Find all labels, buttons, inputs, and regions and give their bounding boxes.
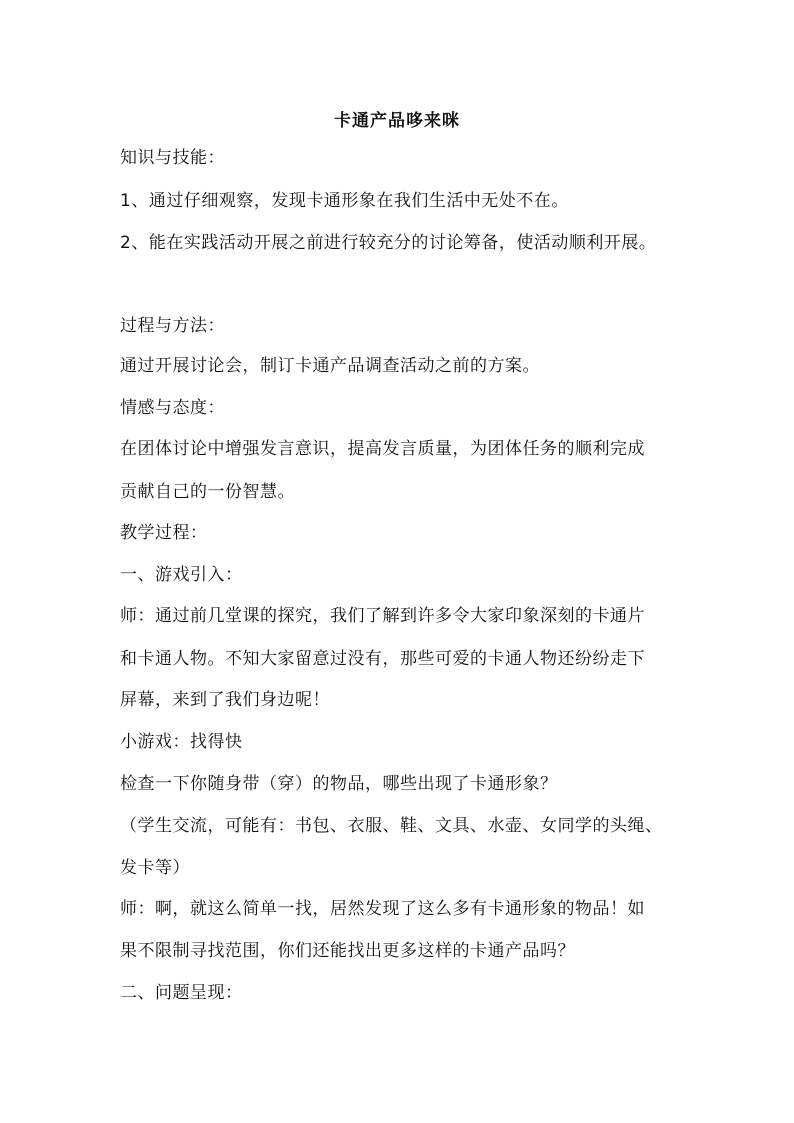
document-title: 卡通产品哆来咪 (334, 111, 460, 131)
section-heading-problem: 二、问题呈现： (120, 983, 243, 1003)
paragraph-line: 和卡通人物。不知大家留意过没有，那些可爱的卡通人物还纷纷走下 (120, 649, 645, 669)
paragraph-line: 贡献自己的一份智慧。 (120, 482, 295, 502)
paragraph-line: 在团体讨论中增强发言意识，提高发言质量，为团体任务的顺利完成 (120, 439, 645, 459)
paragraph-line: 发卡等） (120, 858, 190, 878)
paragraph-line: 检查一下你随身带（穿）的物品，哪些出现了卡通形象？ (120, 774, 558, 794)
section-heading-teaching-process: 教学过程： (120, 523, 208, 543)
section-heading-emotion: 情感与态度： (120, 398, 225, 418)
paragraph-line: 师：啊，就这么简单一找，居然发现了这么多有卡通形象的物品！如 (120, 899, 645, 919)
paragraph-line: 1、通过仔细观察，发现卡通形象在我们生活中无处不在。 (120, 191, 569, 211)
paragraph-line: 2、能在实践活动开展之前进行较充分的讨论筹备，使活动顺利开展。 (120, 233, 657, 253)
paragraph-line: （学生交流，可能有：书包、衣服、鞋、文具、水壶、女同学的头绳、 (120, 816, 663, 836)
paragraph-line: 屏幕，来到了我们身边呢！ (120, 690, 330, 710)
section-heading-knowledge: 知识与技能： (120, 148, 225, 168)
section-heading-game-intro: 一、游戏引入： (120, 565, 243, 585)
section-heading-process: 过程与方法： (120, 316, 225, 336)
paragraph-line: 小游戏：找得快 (120, 732, 243, 752)
paragraph-line: 师：通过前几堂课的探究，我们了解到许多令大家印象深刻的卡通片 (120, 606, 645, 626)
paragraph-line: 果不限制寻找范围，你们还能找出更多这样的卡通产品吗？ (120, 941, 575, 961)
paragraph-line: 通过开展讨论会，制订卡通产品调查活动之前的方案。 (120, 356, 540, 376)
